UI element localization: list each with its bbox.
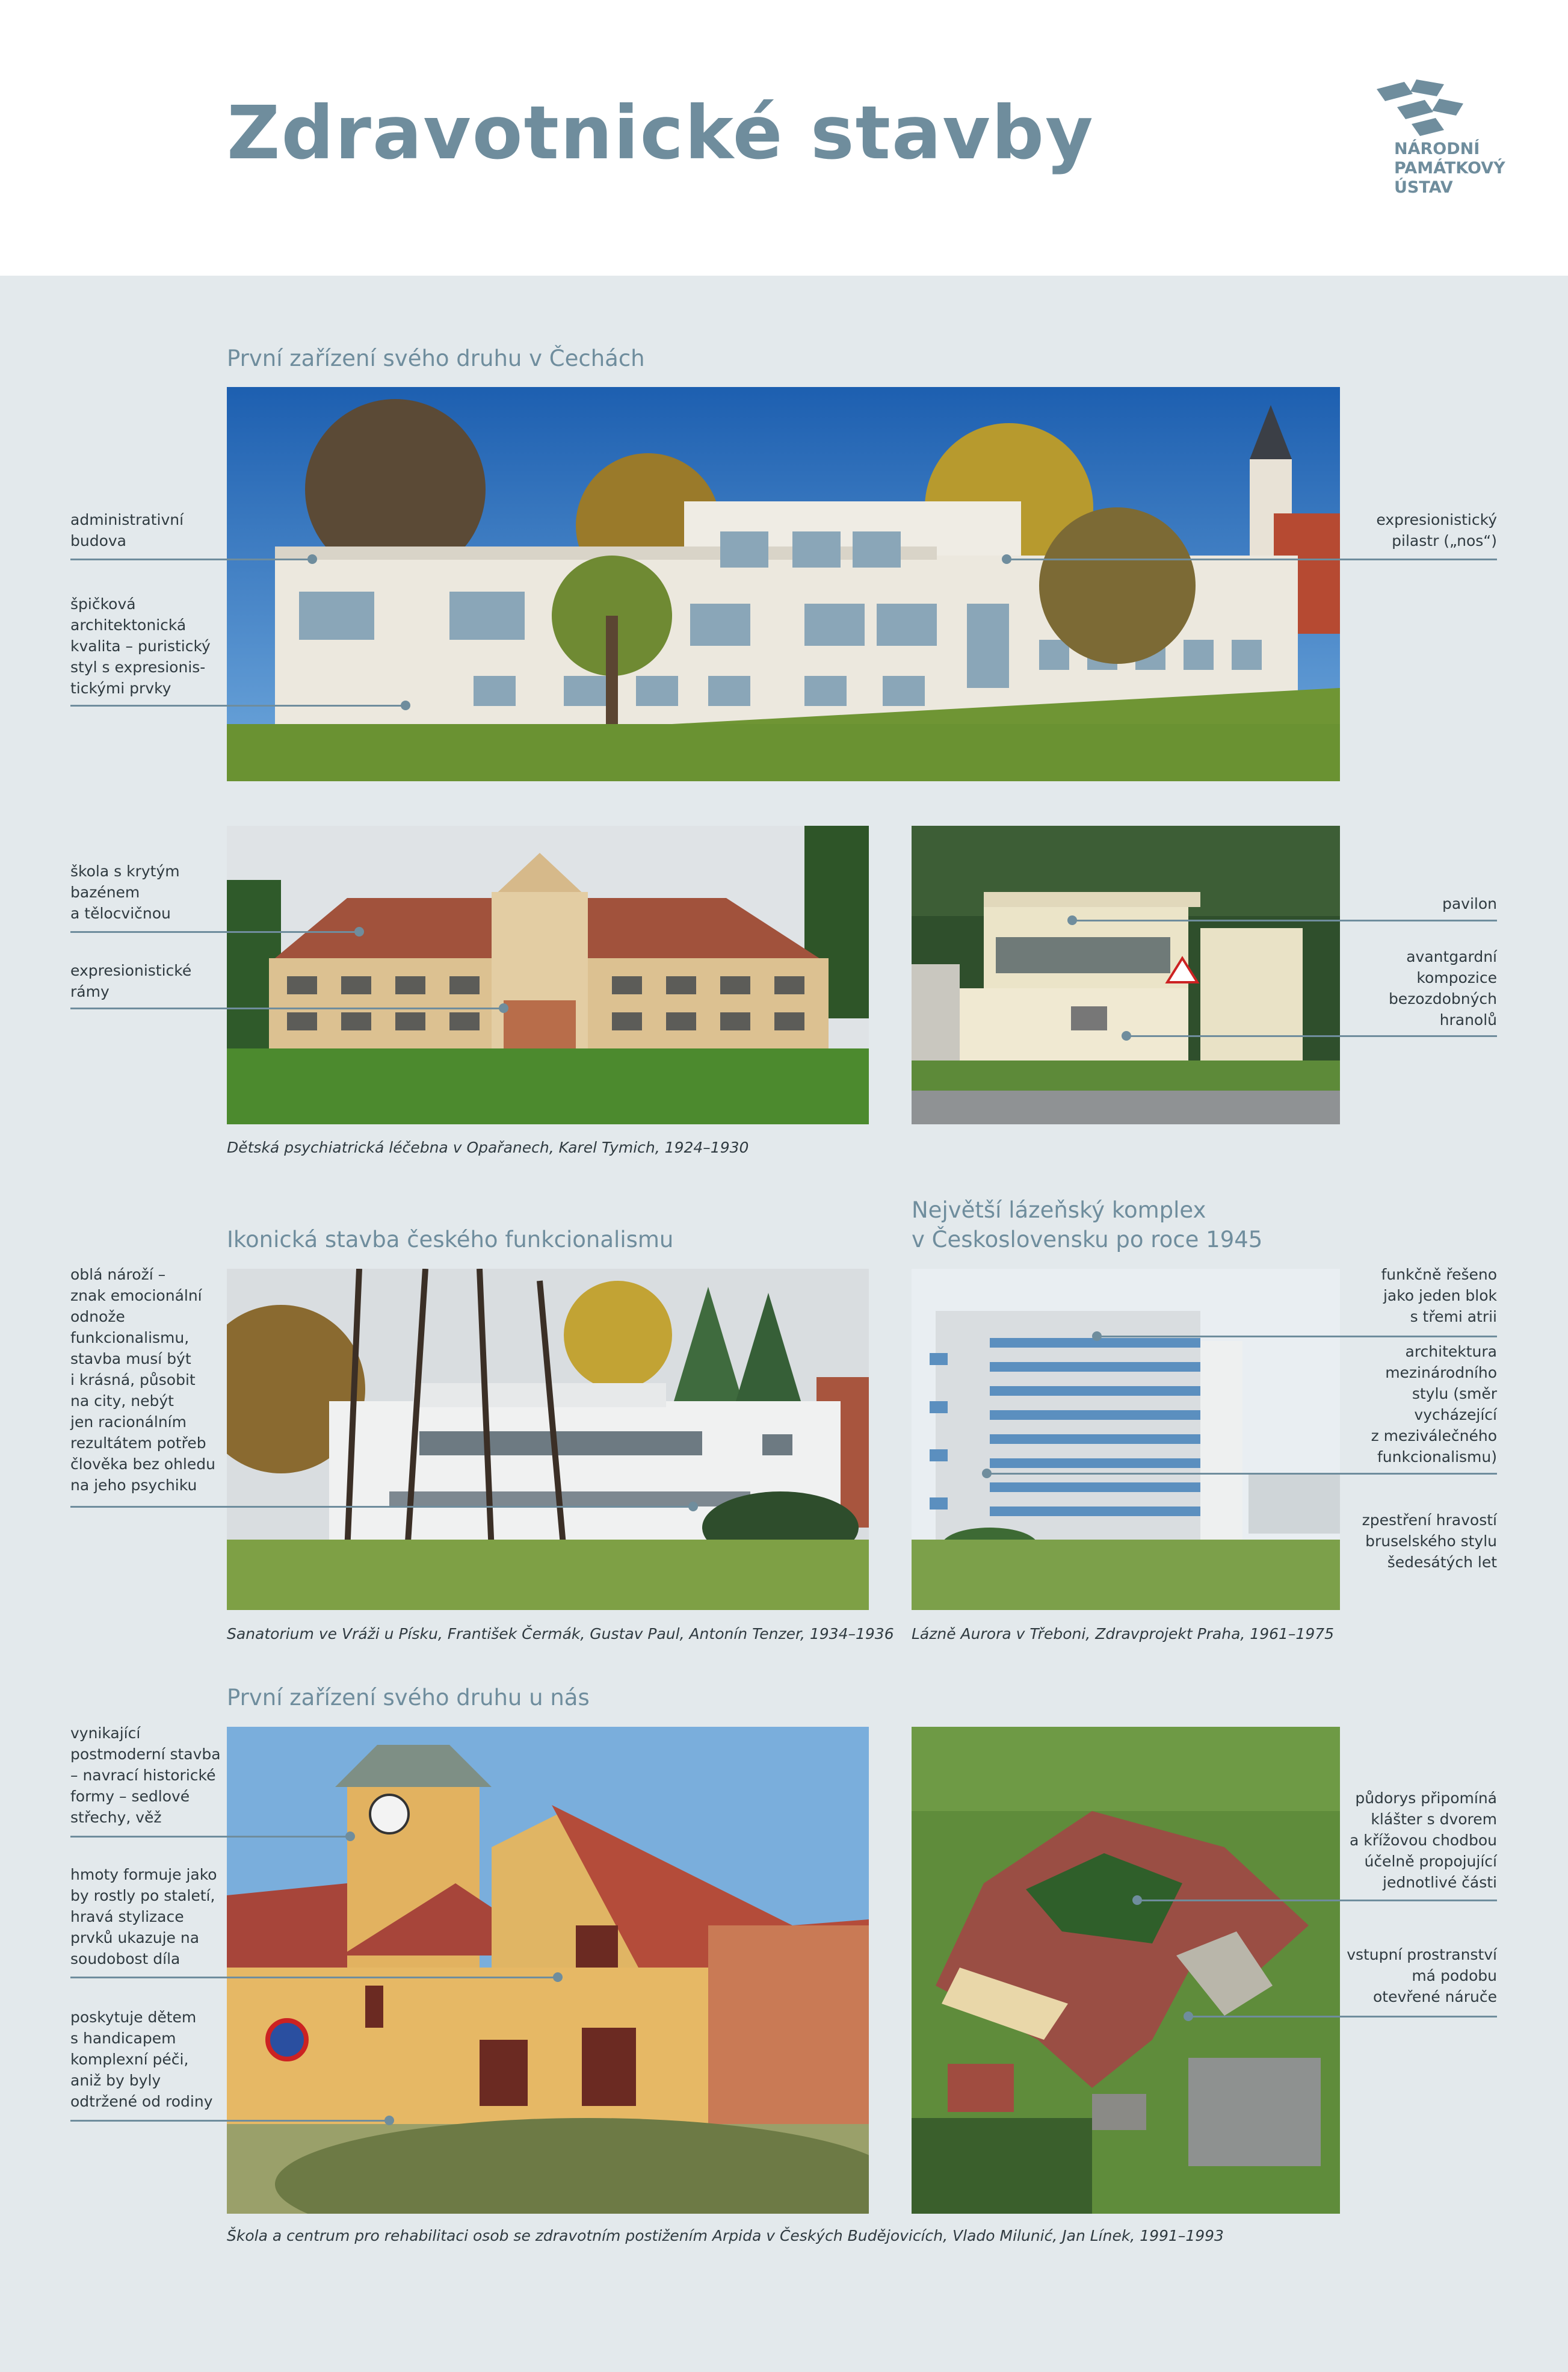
note-line: vycházející bbox=[1414, 1406, 1497, 1423]
note-postmodern bbox=[70, 1723, 221, 1828]
note-line: pavilon bbox=[1442, 895, 1497, 912]
note-line: znak emocionální bbox=[70, 1287, 202, 1304]
note-line: funkcionalismu, bbox=[70, 1329, 190, 1346]
note-line: funkcionalismu) bbox=[1377, 1448, 1497, 1466]
note-line: klášter s dvorem bbox=[1371, 1810, 1497, 1828]
note-line: zpestření hravostí bbox=[1362, 1511, 1497, 1529]
note-line: budova bbox=[70, 532, 126, 550]
leader-line bbox=[70, 1836, 350, 1838]
caption-oparany: Dětská psychiatrická léčebna v Opařanech, Karel Tymich, 1924–1930 bbox=[227, 1139, 749, 1156]
note-line: účelně propojující bbox=[1364, 1853, 1497, 1870]
leader-line bbox=[70, 931, 359, 933]
section-title-iconic: Ikonická stavba českého funkcionalismu bbox=[227, 1227, 674, 1253]
note-school bbox=[70, 861, 180, 924]
photo-arpida-building bbox=[227, 1727, 869, 2214]
note-line: administrativní bbox=[70, 511, 184, 528]
note-line: architektura bbox=[1405, 1343, 1497, 1360]
leader-line bbox=[70, 2120, 389, 2122]
note-line: a křížovou chodbou bbox=[1349, 1832, 1497, 1849]
note-line: odnože bbox=[70, 1308, 125, 1325]
leader-dot bbox=[1122, 1031, 1131, 1041]
section-title-first-cechy: První zařízení svého druhu v Čechách bbox=[227, 345, 645, 371]
note-line: by rostly po staletí, bbox=[70, 1887, 215, 1904]
note-line: architektonická bbox=[70, 616, 187, 634]
logo-line-1: NÁRODNÍ bbox=[1394, 140, 1480, 158]
note-line: mezinárodního bbox=[1385, 1364, 1497, 1381]
leader-dot bbox=[1132, 1895, 1142, 1905]
note-line: bazénem bbox=[70, 884, 140, 901]
leader-dot bbox=[982, 1469, 992, 1478]
leader-dot bbox=[307, 554, 317, 564]
leader-line bbox=[1188, 2016, 1497, 2017]
note-line: expresionistický bbox=[1376, 511, 1497, 528]
note-line: střechy, věž bbox=[70, 1809, 162, 1826]
caption-arpida: Škola a centrum pro rehabilitaci osob se zdravotním postižením Arpida v Českých Budějovicích, Vlado Milunić, Jan Línek, 1991–1993 bbox=[227, 2227, 1224, 2244]
leader-line bbox=[1137, 1900, 1497, 1901]
leader-line bbox=[1097, 1336, 1497, 1337]
leader-dot bbox=[1002, 554, 1011, 564]
note-avantgarde bbox=[1389, 946, 1497, 1030]
note-quality bbox=[70, 593, 211, 699]
section-title-spa-line-2: v Československu po roce 1945 bbox=[912, 1227, 1263, 1253]
leader-dot bbox=[1184, 2011, 1193, 2021]
leader-dot bbox=[688, 1502, 698, 1511]
note-line: – navrací historické bbox=[70, 1767, 216, 1784]
note-line: vynikající bbox=[70, 1724, 141, 1742]
note-line: má podobu bbox=[1412, 1967, 1497, 1984]
leader-dot bbox=[553, 1972, 563, 1982]
photo-oparany-main bbox=[227, 387, 1340, 781]
note-line: funkčně řešeno bbox=[1381, 1266, 1497, 1283]
photo-vraz-sanatorium bbox=[227, 1269, 869, 1610]
note-line: bezozdobných bbox=[1388, 990, 1497, 1008]
note-cloister bbox=[1350, 1788, 1497, 1893]
note-admin bbox=[70, 509, 184, 551]
note-line: a tělocvičnou bbox=[70, 905, 171, 922]
note-line: odtržené od rodiny bbox=[70, 2093, 213, 2110]
logo-text bbox=[1394, 140, 1551, 197]
leader-line bbox=[1072, 920, 1497, 921]
leader-dot bbox=[401, 701, 410, 710]
note-line: poskytuje dětem bbox=[70, 2008, 197, 2026]
note-line: styl s expresionis- bbox=[70, 658, 206, 676]
note-line: tickými prvky bbox=[70, 680, 171, 697]
photo-oparany-school bbox=[227, 826, 869, 1124]
logo-line-3: ÚSTAV bbox=[1394, 178, 1453, 197]
note-line: hmoty formuje jako bbox=[70, 1866, 217, 1883]
leader-line bbox=[1007, 559, 1497, 560]
note-line: kompozice bbox=[1416, 969, 1497, 986]
note-line: jen racionálním bbox=[70, 1413, 187, 1431]
leader-dot bbox=[499, 1003, 508, 1013]
note-line: otevřené náruče bbox=[1373, 1988, 1497, 2005]
note-line: stylu (směr bbox=[1412, 1385, 1497, 1402]
note-line: hravá stylizace bbox=[70, 1908, 184, 1925]
header bbox=[0, 0, 1568, 276]
note-brusel bbox=[1362, 1510, 1497, 1573]
note-line: na city, nebýt bbox=[70, 1392, 174, 1410]
note-masses bbox=[70, 1864, 217, 1969]
leader-line bbox=[70, 559, 312, 560]
leader-line bbox=[987, 1473, 1497, 1475]
leader-line bbox=[70, 705, 406, 707]
leader-dot bbox=[384, 2116, 394, 2125]
leader-dot bbox=[1092, 1331, 1102, 1341]
note-care bbox=[70, 2007, 213, 2112]
note-line: oblá nároží – bbox=[70, 1266, 166, 1283]
note-line: půdorys připomíná bbox=[1355, 1789, 1497, 1807]
note-pilastr bbox=[1376, 509, 1497, 551]
note-line: jako jeden blok bbox=[1383, 1287, 1497, 1304]
note-line: s handicapem bbox=[70, 2030, 176, 2047]
caption-vraz: Sanatorium ve Vráži u Písku, František Čermák, Gustav Paul, Antonín Tenzer, 1934–1936 bbox=[227, 1625, 894, 1643]
note-line: postmoderní stavba bbox=[70, 1745, 221, 1763]
leader-dot bbox=[1067, 915, 1077, 925]
section-title-first-us: První zařízení svého druhu u nás bbox=[227, 1685, 590, 1711]
caption-aurora: Lázně Aurora v Třeboni, Zdravprojekt Praha, 1961–1975 bbox=[912, 1625, 1335, 1643]
note-line: soudobost díla bbox=[70, 1950, 181, 1968]
leader-dot bbox=[345, 1832, 355, 1841]
note-line: šedesátých let bbox=[1387, 1553, 1497, 1571]
note-line: stavba musí být bbox=[70, 1350, 191, 1367]
note-line: škola s krytým bbox=[70, 862, 180, 880]
note-line: jednotlivé části bbox=[1383, 1874, 1497, 1891]
note-line: rámy bbox=[70, 983, 110, 1000]
note-intl bbox=[1371, 1341, 1497, 1467]
note-line: aniž by byly bbox=[70, 2072, 161, 2089]
leader-line bbox=[70, 1008, 504, 1009]
photo-oparany-pavilion bbox=[912, 826, 1340, 1124]
note-line: avantgardní bbox=[1406, 948, 1497, 965]
note-line: hranolů bbox=[1439, 1011, 1497, 1029]
note-line: z meziválečného bbox=[1371, 1427, 1497, 1445]
note-line: i krásná, působit bbox=[70, 1371, 196, 1389]
note-corner bbox=[70, 1264, 215, 1496]
note-functional bbox=[1381, 1264, 1497, 1327]
note-line: expresionistické bbox=[70, 962, 192, 979]
photo-aurora-spa bbox=[912, 1269, 1340, 1610]
note-line: bruselského stylu bbox=[1365, 1532, 1497, 1550]
section-title-spa-line-1: Největší lázeňský komplex bbox=[912, 1197, 1206, 1223]
note-line: komplexní péči, bbox=[70, 2051, 189, 2068]
note-line: pilastr („nos“) bbox=[1392, 532, 1497, 550]
leader-line bbox=[70, 1977, 558, 1978]
note-line: prvků ukazuje na bbox=[70, 1929, 200, 1946]
photo-arpida-aerial bbox=[912, 1727, 1340, 2214]
note-line: na jeho psychiku bbox=[70, 1476, 197, 1494]
note-line: formy – sedlové bbox=[70, 1788, 190, 1805]
note-entry bbox=[1347, 1944, 1497, 2007]
leader-line bbox=[1126, 1035, 1497, 1037]
leader-line bbox=[70, 1506, 693, 1508]
note-line: člověka bez ohledu bbox=[70, 1455, 215, 1473]
note-frames bbox=[70, 960, 191, 1002]
note-line: s třemi atrii bbox=[1410, 1308, 1497, 1325]
note-line: špičková bbox=[70, 595, 136, 613]
note-line: rezultátem potřeb bbox=[70, 1434, 206, 1452]
note-line: kvalita – puristický bbox=[70, 637, 211, 655]
page-title: Zdravotnické stavby bbox=[227, 90, 1094, 176]
leader-dot bbox=[354, 927, 364, 937]
note-line: vstupní prostranství bbox=[1347, 1946, 1497, 1963]
note-pavilon bbox=[1442, 893, 1497, 914]
logo-line-2: PAMÁTKOVÝ bbox=[1394, 159, 1505, 178]
